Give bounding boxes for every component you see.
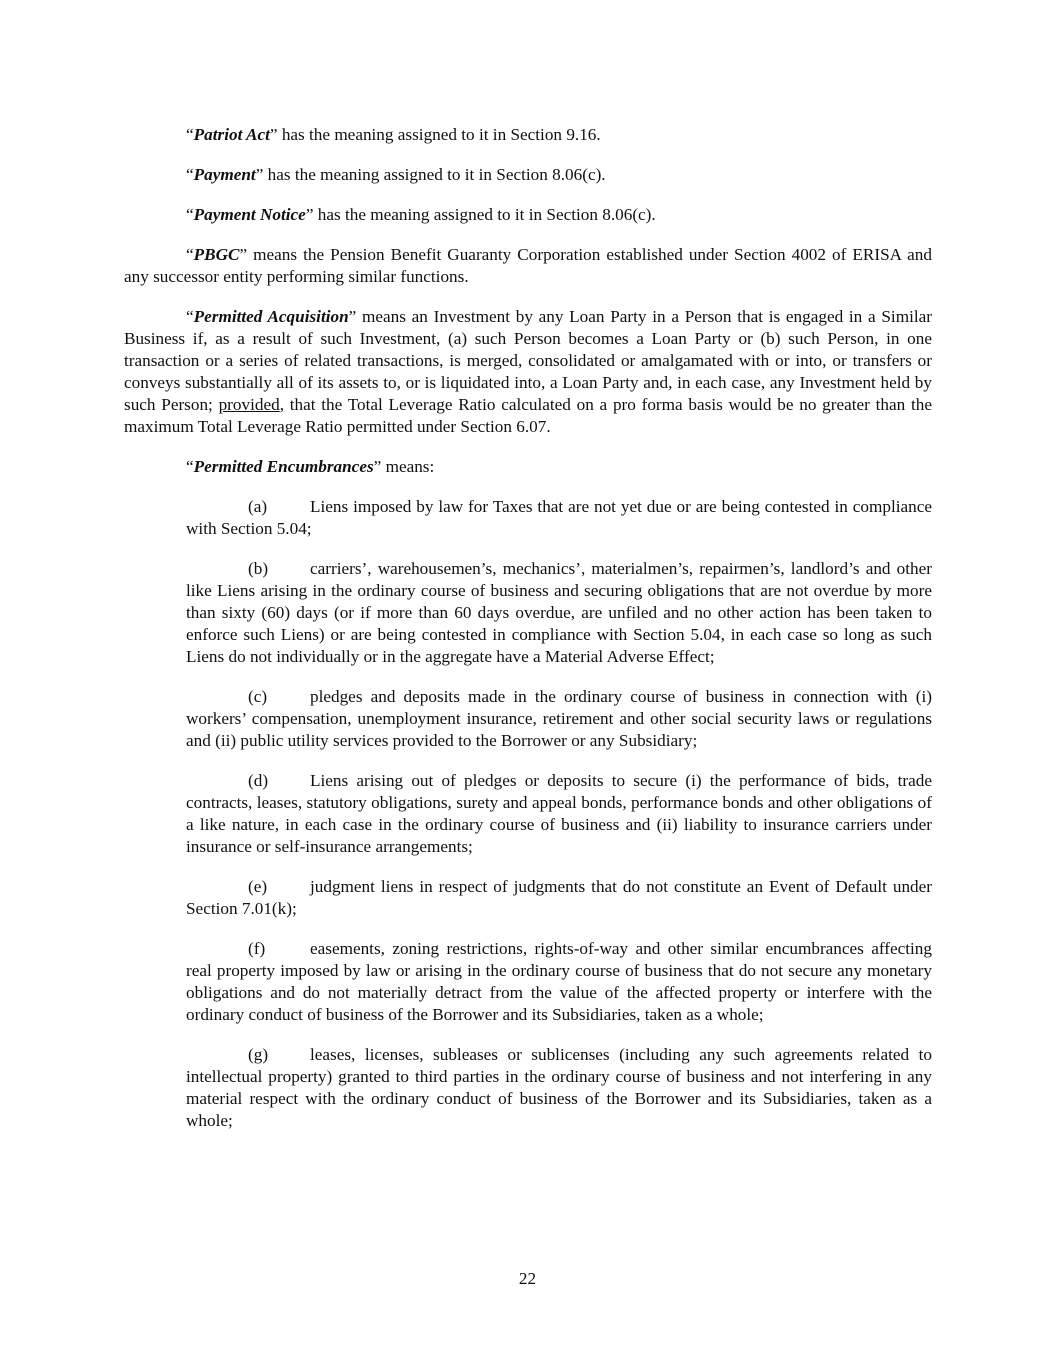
clause-text: Liens imposed by law for Taxes that are not yet due or are being contested in compliance with Section 5.04; <box>186 497 932 538</box>
definition-text: has the meaning assigned to it in Section 8.06(c). <box>313 205 656 224</box>
clause-label: (e) <box>248 877 268 896</box>
clause-f <box>186 938 932 1026</box>
definition-pbgc: “PBGC” means the Pension Benefit Guaranty Corporation established under Section 4002 of ERISA and any successor entity performing similar functions. <box>124 245 932 286</box>
clause-text: judgment liens in respect of judgments that do not constitute an Event of Default under Section 7.01(k); <box>186 877 932 918</box>
clause-label: (c) <box>248 687 268 706</box>
page-body <box>124 124 932 1150</box>
clause-text: leases, licenses, subleases or sublicenses (including any such agreements related to intellectual property) granted to third parties in the ordinary course of business and not interfering in any material respect with the ordinary conduct of business of the Borrower and its Subsidiaries, taken as a whole; <box>186 1045 932 1130</box>
clause-label: (d) <box>248 771 269 790</box>
definition-payment-notice: “Payment Notice” has the meaning assigned to it in Section 8.06(c). <box>186 205 656 224</box>
clause-text: pledges and deposits made in the ordinary course of business in connection with (i) workers’ compensation, unemployment insurance, retirement and other social security laws or regulations and (ii) public utility services provided to the Borrower or any Subsidiary; <box>186 687 932 750</box>
clause-e <box>186 876 932 920</box>
clause-text: Liens arising out of pledges or deposits to secure (i) the performance of bids, trade contracts, leases, statutory obligations, surety and appeal bonds, performance bonds and other obligations of a like nature, in each case in the ordinary course of business and (ii) liability to insurance carriers under insurance or self-insurance arrangements; <box>186 771 932 856</box>
defined-term: Payment <box>193 165 256 184</box>
definition-text: means the Pension Benefit Guaranty Corporation established under Section 4002 of ERISA and any successor entity performing similar functions. <box>124 245 932 286</box>
clause-c <box>186 686 932 752</box>
definition-permitted-encumbrances: “Permitted Encumbrances” means: <box>186 457 435 476</box>
clause-g <box>186 1044 932 1132</box>
clause-label: (b) <box>248 559 269 578</box>
clause-d <box>186 770 932 858</box>
clause-text: easements, zoning restrictions, rights-of-way and other similar encumbrances affecting real property imposed by law or arising in the ordinary course of business that do not secure any monetary obligations and do not materially detract from the value of the affected property or interfere with the ordinary conduct of business of the Borrower and its Subsidiaries, taken as a whole; <box>186 939 932 1024</box>
definition-text: has the meaning assigned to it in Section 9.16. <box>277 125 601 144</box>
definition-patriot-act: “Patriot Act” has the meaning assigned to it in Section 9.16. <box>186 125 601 144</box>
defined-term: Payment Notice <box>193 205 306 224</box>
defined-term: Patriot Act <box>193 125 270 144</box>
definition-text: means an Investment by any Loan Party in a Person that is engaged in a Similar Business if, as a result of such Investment, (a) such Person becomes a Loan Party or (b) such Person, in one transaction or a series of related transactions, is merged, consolidated or amalgamated with or into, or transfers or conveys substantially all of its assets to, or is liquidated into, a Loan Party and, in each case, any Investment held by such Person; <box>124 307 932 414</box>
clause-label: (a) <box>248 497 268 516</box>
underlined-proviso: provided <box>218 395 280 414</box>
defined-term: Permitted Encumbrances <box>193 457 374 476</box>
clause-text: carriers’, warehousemen’s, mechanics’, materialmen’s, repairmen’s, landlord’s and other like Liens arising in the ordinary course of business and securing obligations that are not overdue by more than sixty (60) days (or if more than 60 days overdue, are unfiled and no other action has been taken to enforce such Liens) or are being contested in compliance with Section 5.04, in each case so long as such Liens do not individually or in the aggregate have a Material Adverse Effect; <box>186 559 932 666</box>
defined-term: Permitted Acquisition <box>193 307 349 326</box>
clause-b <box>186 558 932 668</box>
definition-permitted-acquisition: “Permitted Acquisition” means an Investment by any Loan Party in a Person that is engaged in a Similar Business if, as a result of such Investment, (a) such Person becomes a Loan Party or (b) such Person, in one transaction or a series of related transactions, is merged, consolidated or amalgamated with or into, or transfers or conveys substantially all of its assets to, or is liquidated into, a Loan Party and, in each case, any Investment held by such Person; provided, that the Total Leverage Ratio calculated on a pro forma basis would be no greater than the maximum Total Leverage Ratio permitted under Section 6.07. <box>124 307 932 436</box>
clause-label: (f) <box>248 939 266 958</box>
defined-term: PBGC <box>193 245 240 264</box>
clause-label: (g) <box>248 1045 269 1064</box>
clause-a <box>186 496 932 540</box>
definition-payment: “Payment” has the meaning assigned to it in Section 8.06(c). <box>186 165 606 184</box>
definition-text-continued: , that the Total Leverage Ratio calculated on a pro forma basis would be no greater than the maximum Total Leverage Ratio permitted under Section 6.07. <box>124 395 932 436</box>
definition-text: has the meaning assigned to it in Section 8.06(c). <box>263 165 606 184</box>
page-number: 22 <box>518 1269 537 1288</box>
definition-text: means: <box>381 457 435 476</box>
